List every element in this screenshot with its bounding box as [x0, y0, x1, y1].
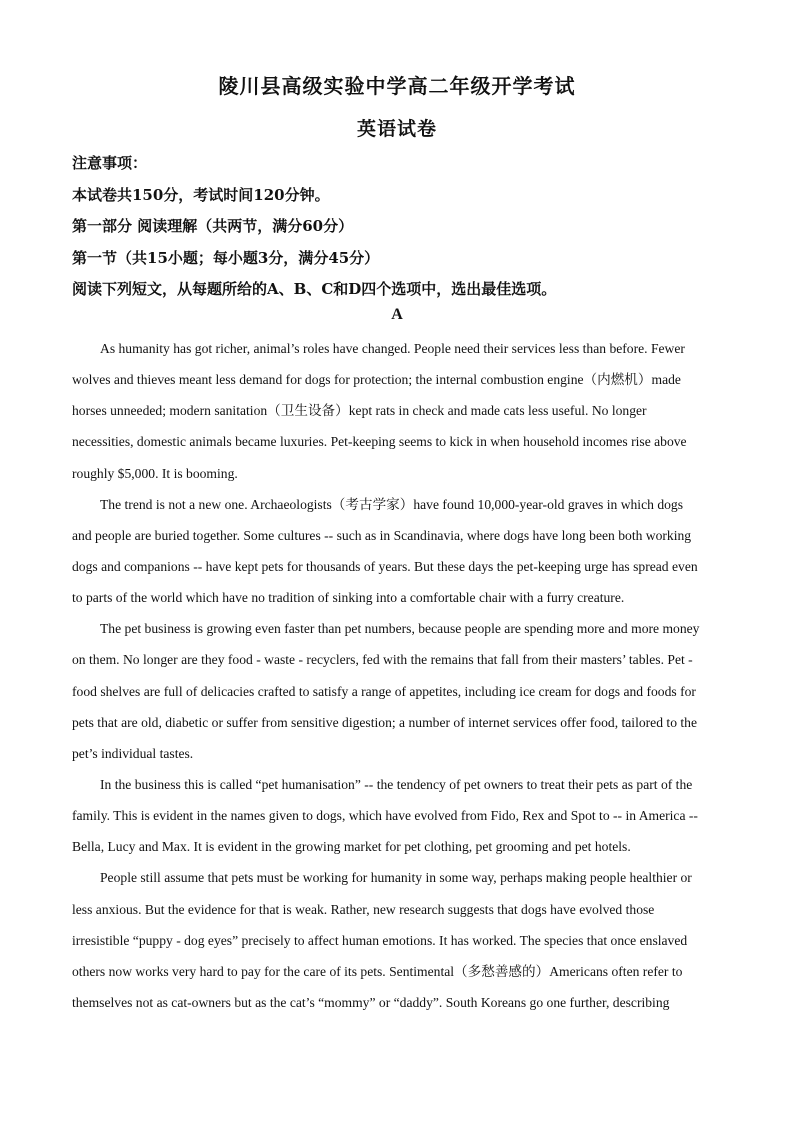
passage-line: roughly $5,000. It is booming. [72, 465, 238, 481]
notice-heading: 注意事项： [72, 154, 148, 172]
passage-line: on them. No longer are they food - waste - recyclers, fed with the remains that fall from their masters’ tables. Pet - [72, 652, 693, 668]
passage-text [72, 333, 722, 1018]
passage-line: Bella, Lucy and Max. It is evident in the growing market for pet clothing, pet grooming and pet hotels. [72, 839, 631, 855]
notice-line: 第一部分 阅读理解（共两节，满分60分） [72, 217, 354, 235]
passage-line: food shelves are full of delicacies crafted to satisfy a range of appetites, including ice cream for dogs and foods for [72, 683, 696, 699]
notice-line: 本试卷共150分，考试时间120分钟。 [72, 185, 330, 204]
passage-line: As humanity has got richer, animal’s roles have changed. People need their services less than before. Fewer [100, 341, 685, 356]
passage-line: pet’s individual tastes. [72, 745, 194, 761]
notice-line: 阅读下列短文，从每题所给的A、B、C和D四个选项中，选出最佳选项。 [72, 280, 557, 298]
passage-line: to parts of the world which have no tradition of sinking into a comfortable chair with a furry creature. [72, 590, 625, 606]
passage-line: themselves not as cat-owners but as the cat’s “mommy” or “daddy”. South Koreans go one further, describing [72, 994, 670, 1010]
notice-block [72, 148, 732, 306]
passage-line: and people are buried together. Some cultures -- such as in Scandinavia, where dogs have long been both working [72, 527, 692, 543]
passage-label: A [391, 306, 403, 323]
exam-subtitle: 英语试卷 [356, 118, 437, 140]
passage-line: wolves and thieves meant less demand for dogs for protection; the internal combustion engine（内燃机）made [72, 372, 681, 388]
passage-line: The trend is not a new one. Archaeologists（考古学家）have found 10,000-year-old graves in which dogs [100, 496, 683, 512]
passage-line: family. This is evident in the names given to dogs, which have evolved from Fido, Rex and Spot to -- in America -- [72, 808, 698, 824]
passage-line: In the business this is called “pet humanisation” -- the tendency of pet owners to treat their pets as part of the [100, 776, 693, 792]
passage-line: People still assume that pets must be working for humanity in some way, perhaps making people healthier or [100, 870, 692, 886]
exam-title: 陵川县高级实验中学高二年级开学考试 [218, 74, 576, 98]
passage-line: horses unneeded; modern sanitation（卫生设备）kept rats in check and made cats less useful. No longer [72, 403, 647, 419]
passage-line: irresistible “puppy - dog eyes” precisely to affect human emotions. It has worked. The species that once enslaved [72, 932, 688, 948]
passage-line: others now works very hard to pay for the care of its pets. Sentimental（多愁善感的）Americans often refer to [72, 963, 683, 979]
passage-line: necessities, domestic animals became luxuries. Pet-keeping seems to kick in when household incomes rise above [72, 434, 687, 450]
passage-line: pets that are old, diabetic or suffer from sensitive digestion; a number of internet services offer food, tailored to the [72, 714, 697, 730]
passage-line: dogs and companions -- have kept pets for thousands of years. But these days the pet-keeping urge has spread even [72, 558, 698, 574]
passage-line: The pet business is growing even faster than pet numbers, because people are spending more and more money [100, 621, 700, 637]
notice-line: 第一节（共15小题；每小题3分，满分45分） [72, 248, 380, 267]
passage-line: less anxious. But the evidence for that is weak. Rather, new research suggests that dogs have evolved those [72, 901, 655, 917]
